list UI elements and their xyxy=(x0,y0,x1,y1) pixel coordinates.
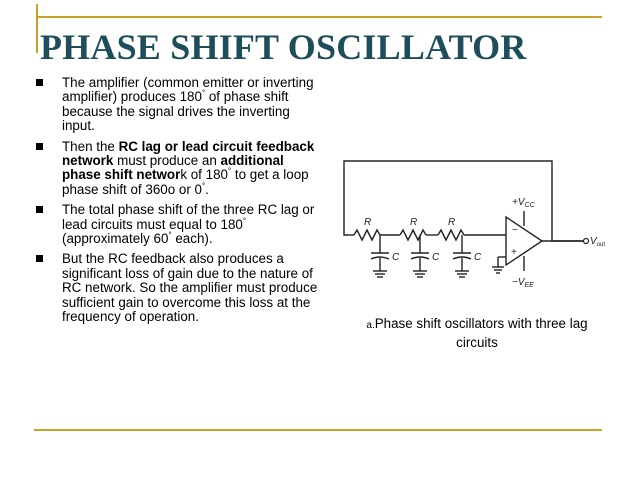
output-terminal xyxy=(584,239,589,244)
left-rule xyxy=(36,4,38,53)
bullet-3-text-end: each). xyxy=(171,231,213,247)
inverting-input-label: − xyxy=(512,225,518,236)
degree-symbol: ° xyxy=(201,181,206,191)
capacitor-2-label: C xyxy=(432,252,440,263)
bullet-2-text-d: to get a loop phase shift of 360o or 0 xyxy=(62,167,309,197)
figure-caption xyxy=(344,315,610,351)
bullet-2-bold-a: RC lag or lead circuit feedback network xyxy=(62,138,315,169)
capacitor-1-label: C xyxy=(392,252,400,263)
resistor-1-label: R xyxy=(364,217,372,228)
bullet-2-text-c: k of 180 xyxy=(180,167,228,183)
bullet-4-text: But the RC feedback also produces a significant loss of gain due to the nature of RC network. So the amplifier must produce sufficient gain to overcome this loss at the frequency of operation. xyxy=(62,251,318,325)
slide-title: PHASE SHIFT OSCILLATOR xyxy=(40,27,527,67)
degree-symbol: ° xyxy=(242,216,247,226)
resistor-2 xyxy=(400,230,426,240)
feedback-wire xyxy=(344,161,584,241)
capacitor-3-label: C xyxy=(474,252,482,263)
square-bullet-icon xyxy=(36,79,43,86)
bullet-1-text-end: of phase shift because the signal drives the inverting input. xyxy=(62,89,290,134)
resistor-3 xyxy=(438,230,464,240)
bullet-item-1 xyxy=(36,76,326,134)
square-bullet-icon xyxy=(36,143,43,150)
degree-symbol: ° xyxy=(201,88,206,98)
vout-label: $V_{out}$ xyxy=(590,236,606,248)
bullet-2-text-e: . xyxy=(205,181,209,197)
caption-text: Phase shift oscillators with three lag circuits xyxy=(374,316,588,350)
top-rule xyxy=(36,16,602,18)
phase-shift-circuit-diagram xyxy=(340,155,610,307)
degree-symbol: ° xyxy=(227,166,232,176)
bullet-list xyxy=(36,76,326,331)
bottom-rule xyxy=(34,429,602,431)
degree-symbol: ° xyxy=(168,230,172,240)
resistor-1 xyxy=(354,230,380,240)
bullet-2-bold-b: additional phase shift networ xyxy=(62,153,284,183)
bullet-3-text-mid: (approximately 60 xyxy=(62,231,169,247)
bullet-item-3 xyxy=(36,203,326,246)
vcc-label: $+V_{CC}$ xyxy=(512,197,535,209)
caption-label: a. xyxy=(366,320,375,331)
square-bullet-icon xyxy=(36,255,43,262)
resistor-2-label: R xyxy=(410,217,418,228)
bullet-1-text: The amplifier (common emitter or inverting amplifier) produces 180 xyxy=(62,75,314,105)
bullet-item-4 xyxy=(36,252,326,324)
bullet-2-text-a: Then the xyxy=(62,138,119,154)
vee-label: $-V_{EE}$ xyxy=(512,277,534,289)
noninverting-input-label: + xyxy=(511,247,517,258)
resistor-3-label: R xyxy=(448,217,456,228)
bullet-item-2 xyxy=(36,140,326,198)
bullet-2-text-b: must produce an xyxy=(113,153,221,169)
square-bullet-icon xyxy=(36,206,43,213)
bullet-3-text: The total phase shift of the three RC lag or lead circuits must equal to 180 xyxy=(62,202,315,232)
